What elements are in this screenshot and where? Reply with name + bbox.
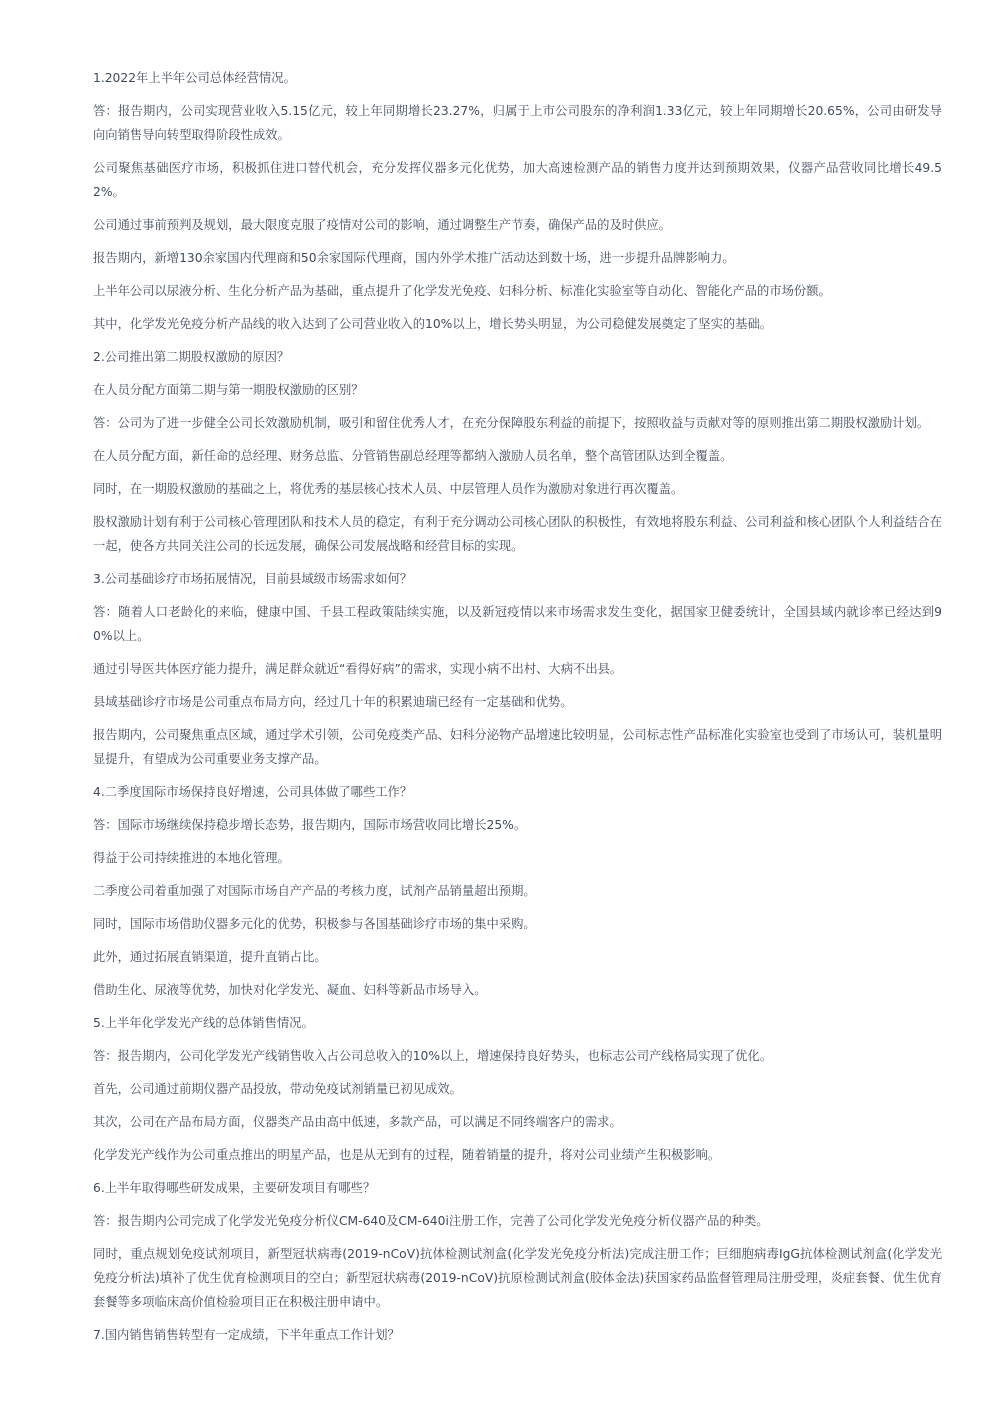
paragraph-a1-chemiluminescence: 其中，化学发光免疫分析产品线的收入达到了公司营业收入的10%以上，增长势头明显，为公司稳健发展奠定了坚实的基础。 (93, 317, 773, 331)
paragraph-a6-reagents: 同时，重点规划免疫试剂项目，新型冠状病毒(2019-nCoV)抗体检测试剂盒(化学发光免疫分析法)完成注册工作；巨细胞病毒IgG抗体检测试剂盒(化学发光免疫分析法)填补了优生优育检测项目的空白；新型冠状病毒(2019-nCoV)抗原检测试剂盒(胶体金法)获国家药品监督管理局注册受理，炎症套餐、优生优育套餐等多项临床高价值检验项目正在积极注册申请中。 (93, 1247, 942, 1309)
paragraph-a4-direct-sales: 此外，通过拓展直销渠道，提升直销占比。 (93, 950, 327, 964)
paragraph-a1-basic-medical: 公司聚焦基础医疗市场，积极抓住进口替代机会，充分发挥仪器多元化优势，加大高速检测产品的销售力度并达到预期效果，仪器产品营收同比增长49.52%。 (93, 161, 942, 199)
paragraph-a4-procurement: 同时，国际市场借助仪器多元化的优势，积极参与各国基础诊疗市场的集中采购。 (93, 917, 536, 931)
paragraph-a1-market-share: 上半年公司以尿液分析、生化分析产品为基础，重点提升了化学发光免疫、妇科分析、标准化实验室等自动化、智能化产品的市场份额。 (93, 284, 831, 298)
paragraph-q2: 2.公司推出第二期股权激励的原因？ (93, 350, 290, 364)
paragraph-a6-registration: 答：报告期内公司完成了化学发光免疫分析仪CM-640及CM-640i注册工作，完善了公司化学发光免疫分析仪器产品的种类。 (93, 1214, 769, 1228)
paragraph-a4-growth: 答：国际市场继续保持稳步增长态势，报告期内，国际市场营收同比增长25%。 (93, 818, 527, 832)
paragraph-a1-revenue: 答：报告期内，公司实现营业收入5.15亿元，较上年同期增长23.27%，归属于上市公司股东的净利润1.33亿元，较上年同期增长20.65%，公司由研发导向向销售导向转型取得阶段性成效。 (93, 104, 942, 142)
paragraph-q2-sub: 在人员分配方面第二期与第一期股权激励的区别？ (93, 383, 364, 397)
paragraph-a2-benefit: 股权激励计划有利于公司核心管理团队和技术人员的稳定，有利于充分调动公司核心团队的积极性，有效地将股东利益、公司利益和核心团队个人利益结合在一起，使各方共同关注公司的长远发展，确保公司发展战略和经营目标的实现。 (93, 515, 942, 553)
paragraph-a4-new-products: 借助生化、尿液等优势，加快对化学发光、凝血、妇科等新品市场导入。 (93, 983, 487, 997)
paragraph-q1: 1.2022年上半年公司总体经营情况。 (93, 71, 296, 85)
paragraph-a3-focus-regions: 报告期内，公司聚焦重点区域，通过学术引领，公司免疫类产品、妇科分泌物产品增速比较明显，公司标志性产品标准化实验室也受到了市场认可，装机量明显提升，有望成为公司重要业务支撑产品。 (93, 728, 942, 766)
paragraph-a1-epidemic: 公司通过事前预判及规划，最大限度克服了疫情对公司的影响，通过调整生产节奏，确保产品的及时供应。 (93, 218, 671, 232)
paragraph-q5: 5.上半年化学发光产线的总体销售情况。 (93, 1016, 314, 1030)
paragraph-a3-aging: 答：随着人口老龄化的来临，健康中国、千县工程政策陆续实施，以及新冠疫情以来市场需求发生变化，据国家卫健委统计，全国县域内就诊率已经达到90%以上。 (93, 605, 942, 643)
paragraph-a4-assessment: 二季度公司着重加强了对国际市场自产产品的考核力度，试剂产品销量超出预期。 (93, 884, 536, 898)
paragraph-a2-coverage: 同时，在一期股权激励的基础之上，将优秀的基层核心技术人员、中层管理人员作为激励对象进行再次覆盖。 (93, 482, 684, 496)
paragraph-q6: 6.上半年取得哪些研发成果，主要研发项目有哪些？ (93, 1181, 376, 1195)
paragraph-a5-second: 其次，公司在产品布局方面，仪器类产品由高中低速，多款产品，可以满足不同终端客户的需求。 (93, 1115, 622, 1129)
paragraph-a3-county-market: 县域基础诊疗市场是公司重点布局方向，经过几十年的积累迪瑞已经有一定基础和优势。 (93, 695, 573, 709)
paragraph-q3: 3.公司基础诊疗市场拓展情况，目前县域级市场需求如何？ (93, 572, 413, 586)
paragraph-a5-sales: 答：报告期内，公司化学发光产线销售收入占公司总收入的10%以上，增速保持良好势头，也标志公司产线格局实现了优化。 (93, 1049, 773, 1063)
paragraph-a4-localization: 得益于公司持续推进的本地化管理。 (93, 851, 290, 865)
paragraph-a5-star-product: 化学发光产线作为公司重点推出的明星产品，也是从无到有的过程，随着销量的提升，将对公司业绩产生积极影响。 (93, 1148, 721, 1162)
paragraph-a3-medical-community: 通过引导医共体医疗能力提升，满足群众就近“看得好病”的需求，实现小病不出村、大病不出县。 (93, 662, 623, 676)
paragraph-q7: 7.国内销售销售转型有一定成绩，下半年重点工作计划？ (93, 1328, 400, 1342)
paragraph-a2-allocation: 在人员分配方面，新任命的总经理、财务总监、分管销售副总经理等都纳入激励人员名单，整个高管团队达到全覆盖。 (93, 449, 733, 463)
paragraph-q4: 4.二季度国际市场保持良好增速，公司具体做了哪些工作？ (93, 785, 413, 799)
paragraph-a5-first: 首先，公司通过前期仪器产品投放，带动免疫试剂销量已初见成效。 (93, 1082, 462, 1096)
paragraph-a2-reason: 答：公司为了进一步健全公司长效激励机制，吸引和留住优秀人才，在充分保障股东利益的前提下，按照收益与贡献对等的原则推出第二期股权激励计划。 (93, 416, 930, 430)
paragraph-a1-agents: 报告期内，新增130余家国内代理商和50余家国际代理商，国内外学术推广活动达到数十场，进一步提升品牌影响力。 (93, 251, 735, 265)
